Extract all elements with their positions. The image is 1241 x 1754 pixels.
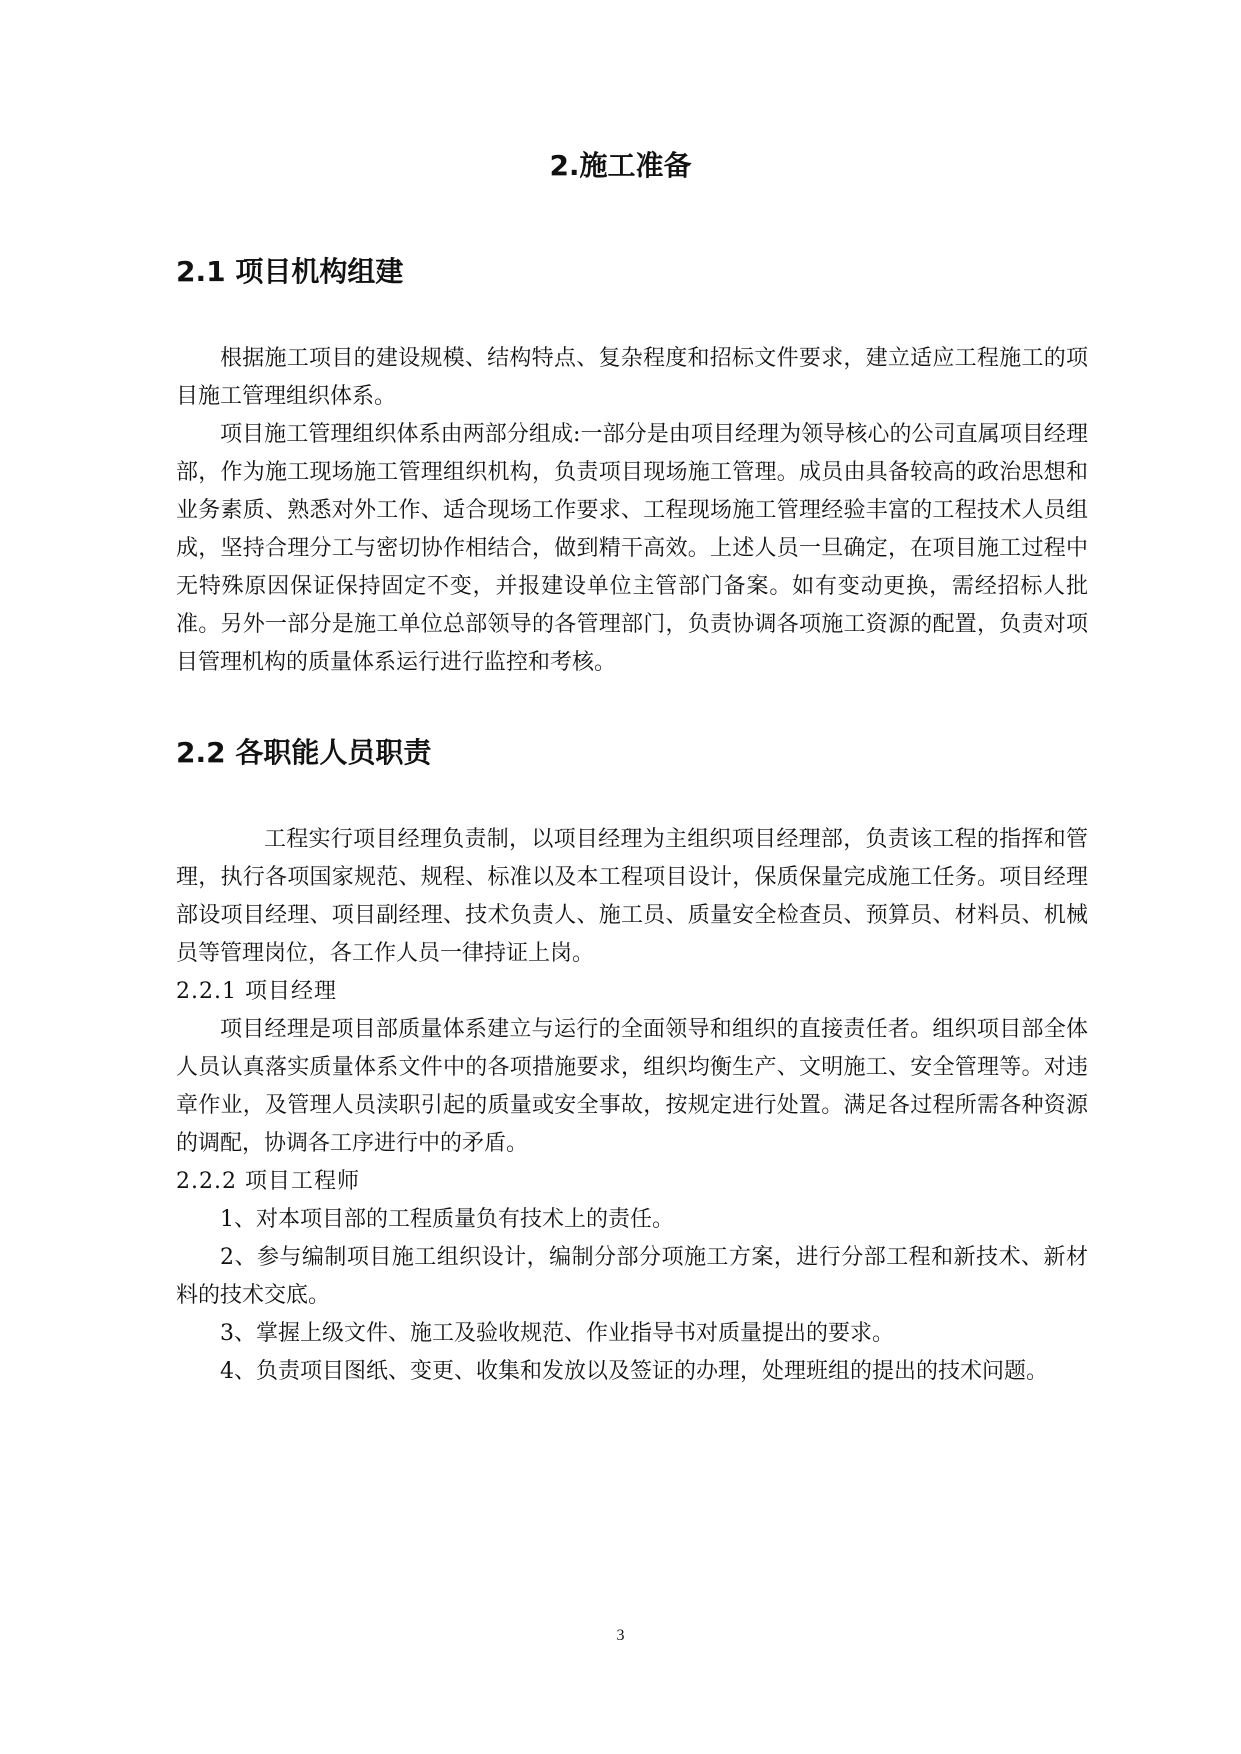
chapter-title: 2.施工准备 [549,149,692,182]
paragraph: 项目经理是项目部质量体系建立与运行的全面领导和组织的直接责任者。组织项目部全体人员认真落实质量体系文件中的各项措施要求，组织均衡生产、文明施工、安全管理等。对违章作业，及管理人员渎职引起的质量或安全事故，按规定进行处置。满足各过程所需各种资源的调配，协调各工序进行中的矛盾。 [176,1017,1088,1156]
list-item: 1、对本项目部的工程质量负有技术上的责任。 [220,1207,674,1232]
paragraph: 根据施工项目的建设规模、结构特点、复杂程度和招标文件要求，建立适应工程施工的项目施工管理组织体系。 [176,346,1088,409]
list-item: 3、掌握上级文件、施工及验收规范、作业指导书对质量提出的要求。 [220,1321,894,1346]
paragraph: 工程实行项目经理负责制，以项目经理为主组织项目经理部，负责该工程的指挥和管理，执行各项国家规范、规程、标准以及本工程项目设计，保质保量完成施工任务。项目经理部设项目经理、项目副经理、技术负责人、施工员、质量安全检查员、预算员、材料员、机械员等管理岗位，各工作人员一律持证上岗。 [176,827,1088,966]
list-item: 2、参与编制项目施工组织设计，编制分部分项施工方案，进行分部工程和新技术、新材料的技术交底。 [176,1245,1088,1308]
section-2-2-body [176,821,1088,1391]
subsection-heading: 2.2.1 项目经理 [176,979,337,1004]
paragraph: 项目施工管理组织体系由两部分组成:一部分是由项目经理为领导核心的公司直属项目经理部，作为施工现场施工管理组织机构，负责项目现场施工管理。成员由具备较高的政治思想和业务素质、熟悉对外工作、适合现场工作要求、工程现场施工管理经验丰富的工程技术人员组成，坚持合理分工与密切协作相结合，做到精干高效。上述人员一旦确定，在项目施工过程中无特殊原因保证保持固定不变，并报建设单位主管部门备案。如有变动更换，需经招标人批准。另外一部分是施工单位总部领导的各管理部门，负责协调各项施工资源的配置，负责对项目管理机构的质量体系运行进行监控和考核。 [176,422,1088,675]
subsection-heading: 2.2.2 项目工程师 [176,1169,360,1194]
section-title-2-2: 2.2 各职能人员职责 [176,736,432,769]
page-number: 3 [616,1627,625,1644]
section-2-1-body [176,340,1088,682]
section-title-2-1: 2.1 项目机构组建 [176,255,404,288]
list-item: 4、负责项目图纸、变更、收集和发放以及签证的办理，处理班组的提出的技术问题。 [220,1359,1048,1384]
